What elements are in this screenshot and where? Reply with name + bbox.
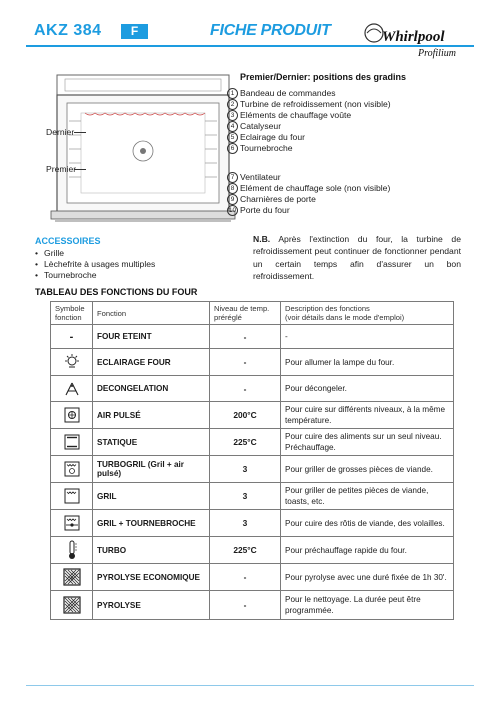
label-last-rack: Dernier [46, 127, 75, 137]
preset-temp: - [210, 325, 281, 349]
table-row [51, 349, 454, 376]
model-number: AKZ 384 [34, 22, 102, 39]
function-name: STATIQUE [93, 429, 210, 456]
off-dash-icon: - [51, 325, 93, 349]
legend-number: 4 [227, 121, 238, 132]
function-desc: Pour préchauffage rapide du four. [281, 537, 454, 564]
table-row [51, 564, 454, 591]
accessories-title: ACCESSOIRES [35, 236, 101, 246]
function-desc: Pour décongeler. [281, 376, 454, 402]
legend-item [227, 183, 390, 194]
pyrolysis-icon [51, 591, 93, 620]
document-title: FICHE PRODUIT [210, 22, 331, 39]
function-desc: - [281, 325, 454, 349]
function-name: AIR PULSÉ [93, 402, 210, 429]
legend-number: 7 [227, 172, 238, 183]
fan-heat-icon [51, 402, 93, 429]
legend-text: Porte du four [240, 205, 290, 215]
legend-text: Eclairage du four [240, 132, 305, 142]
header-temperature: Niveau de temp. préréglé [210, 302, 281, 325]
legend-number: 5 [227, 132, 238, 143]
leader-first [74, 169, 86, 170]
label-first-rack: Premier [46, 164, 77, 174]
table-row [51, 483, 454, 510]
function-desc: Pour le nettoyage. La durée peut être programmée. [281, 591, 454, 620]
leader-last [74, 132, 86, 133]
function-desc: Pour pyrolyse avec une duré fixée de 1h 30'. [281, 564, 454, 591]
table-row [51, 325, 454, 349]
function-name: TURBO [93, 537, 210, 564]
function-name: PYROLYSE ECONOMIQUE [93, 564, 210, 591]
table-row [51, 376, 454, 402]
table-header-row [51, 302, 454, 325]
legend-number: 1 [227, 88, 238, 99]
functions-table-title: TABLEAU DES FONCTIONS DU FOUR [35, 287, 198, 297]
header-description: Description des fonctions (voir détails dans le mode d'emploi) [281, 302, 454, 325]
legend-item [227, 143, 293, 154]
function-desc: Pour cuire des aliments sur un seul niveau. Préchauffage. [281, 429, 454, 456]
table-row [51, 537, 454, 564]
preset-temp: 3 [210, 510, 281, 537]
legend-text: Charnières de porte [240, 194, 316, 204]
table-row [51, 429, 454, 456]
oven-functions-table [50, 301, 454, 620]
legend-text: Turbine de refroidissement (non visible) [240, 99, 391, 109]
preset-temp: 3 [210, 456, 281, 483]
legend-number: 6 [227, 143, 238, 154]
legend-item [227, 205, 290, 216]
legend-number: 2 [227, 99, 238, 110]
function-name: ECLAIRAGE FOUR [93, 349, 210, 376]
accessory-item: • Lèchefrite à usages multiples [35, 259, 155, 270]
turbogrill-icon [51, 456, 93, 483]
legend-text: Eléments de chauffage voûte [240, 110, 352, 120]
table-row [51, 402, 454, 429]
header-function: Fonction [93, 302, 210, 325]
grill-icon [51, 483, 93, 510]
legend-item [227, 121, 281, 132]
legend-text: Elément de chauffage sole (non visible) [240, 183, 391, 193]
pyrolysis-eco-icon [51, 564, 93, 591]
table-row [51, 456, 454, 483]
legend-text: Catalyseur [240, 121, 282, 131]
oven-diagram [45, 73, 245, 223]
defrost-icon [51, 376, 93, 402]
table-row [51, 510, 454, 537]
function-name: DECONGELATION [93, 376, 210, 402]
svg-text:e: e [69, 576, 74, 582]
grill-rotisserie-icon [51, 510, 93, 537]
note-text: Après l'extinction du four, la turbine de refroidissement peut continuer de fonctionner pendant un certain temps afin d'assurer un bon refroidissement. [253, 234, 461, 281]
preset-temp: 3 [210, 483, 281, 510]
legend-number: 9 [227, 194, 238, 205]
cooling-note [253, 233, 461, 282]
accessories-list [35, 248, 155, 281]
footer-rule [26, 685, 474, 686]
accessory-item: • Tournebroche [35, 270, 155, 281]
preset-temp: 225°C [210, 429, 281, 456]
function-desc: Pour allumer la lampe du four. [281, 349, 454, 376]
legend-number: 8 [227, 183, 238, 194]
legend-item [227, 172, 281, 183]
function-desc: Pour cuire des rôtis de viande, des volailles. [281, 510, 454, 537]
function-desc: Pour griller de grosses pièces de viande. [281, 456, 454, 483]
legend-text: Ventilateur [240, 172, 281, 182]
legend-item [227, 110, 351, 121]
brand-name: Whirlpool [382, 29, 445, 45]
function-desc: Pour griller de petites pièces de viande, toasts, etc. [281, 483, 454, 510]
header-symbol: Symbole fonction [51, 302, 93, 325]
function-name: TURBOGRIL (Gril + air pulsé) [93, 456, 210, 483]
note-prefix: N.B. [253, 234, 271, 244]
preset-temp: - [210, 591, 281, 620]
function-name: FOUR ETEINT [93, 325, 210, 349]
preset-temp: - [210, 564, 281, 591]
static-icon [51, 429, 93, 456]
function-name: GRIL + TOURNEBROCHE [93, 510, 210, 537]
legend-text: Bandeau de commandes [240, 88, 336, 98]
header-rule [26, 45, 474, 47]
legend-item [227, 99, 391, 110]
function-name: GRIL [93, 483, 210, 510]
legend-number: 10 [228, 207, 237, 215]
legend-text: Tournebroche [240, 143, 293, 153]
rack-positions-title: Premier/Dernier: positions des gradins [240, 72, 407, 82]
legend-item [227, 132, 305, 143]
legend-number: 3 [227, 110, 238, 121]
language-badge: F [121, 24, 148, 39]
legend-item [227, 88, 336, 99]
accessory-item: • Grille [35, 248, 155, 259]
brand-subline: Profilium [418, 48, 456, 59]
lamp-icon [51, 349, 93, 376]
legend-item [227, 194, 316, 205]
thermometer-icon [51, 537, 93, 564]
preset-temp: 225°C [210, 537, 281, 564]
preset-temp: 200°C [210, 402, 281, 429]
preset-temp: - [210, 349, 281, 376]
table-row [51, 591, 454, 620]
function-desc: Pour cuire sur différents niveaux, à la même température. [281, 402, 454, 429]
function-name: PYROLYSE [93, 591, 210, 620]
preset-temp: - [210, 376, 281, 402]
